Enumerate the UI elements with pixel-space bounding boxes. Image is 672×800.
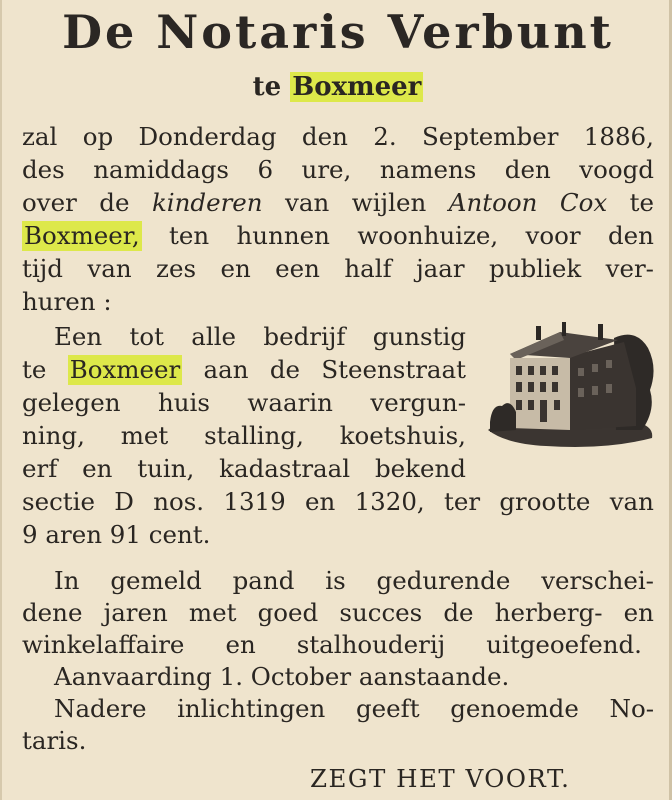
word: stalling,: [204, 421, 304, 450]
word: op: [82, 122, 114, 151]
body-line: [54, 322, 466, 352]
word: en: [305, 487, 336, 516]
word: publiek: [489, 254, 582, 283]
word: zal: [22, 122, 58, 151]
subheadline: [2, 70, 672, 104]
word: en: [82, 454, 113, 483]
body-line: [54, 694, 654, 724]
word: In: [54, 566, 80, 595]
word: 6: [257, 155, 274, 184]
house-illustration: [486, 318, 656, 454]
word: met: [120, 421, 169, 450]
word: tijd: [22, 254, 63, 283]
word: pand: [232, 566, 295, 595]
word: voogd: [579, 155, 654, 184]
word: 9 aren 91 cent.: [22, 520, 211, 549]
word: goed: [257, 598, 319, 627]
word: 1886,: [583, 122, 654, 151]
body-line: [22, 155, 654, 185]
body-line: [22, 355, 466, 385]
body-line: [54, 566, 654, 596]
body-line: [22, 221, 654, 251]
word: Een: [54, 322, 103, 351]
word: te: [22, 355, 47, 384]
word: huis: [157, 388, 210, 417]
word: een: [275, 254, 320, 283]
word: de: [99, 188, 130, 217]
word: bedrijf: [263, 322, 346, 351]
word: succes: [339, 598, 423, 627]
word: ter: [444, 487, 481, 516]
word: bekend: [374, 454, 466, 483]
word: 1319: [223, 487, 286, 516]
word: ning,: [22, 421, 85, 450]
word: den: [301, 122, 348, 151]
word: grootte: [499, 487, 591, 516]
body-line: [22, 598, 654, 628]
word: namens: [379, 155, 477, 184]
body-line: [22, 520, 654, 550]
word: gunstig: [372, 322, 466, 351]
word: dene: [22, 598, 83, 627]
word: genoemde: [450, 694, 579, 723]
place-highlight: Boxmeer: [69, 355, 181, 384]
word: huren :: [22, 287, 112, 316]
word: stalhouderij: [296, 630, 446, 659]
word: zes: [156, 254, 197, 283]
word: ten: [169, 221, 210, 250]
subheadline-prefix: te: [252, 72, 282, 102]
word: van: [87, 254, 132, 283]
word: ure,: [301, 155, 352, 184]
word: taris.: [22, 726, 87, 755]
word: den: [608, 221, 654, 250]
word: en: [220, 254, 251, 283]
word: winkelaffaire: [22, 630, 185, 659]
word: en: [623, 598, 654, 627]
word: half: [344, 254, 392, 283]
word: gedurende: [376, 566, 511, 595]
word: inlichtingen: [177, 694, 326, 723]
word: jaren: [103, 598, 168, 627]
body-line: [22, 122, 654, 152]
word: herberg-: [494, 598, 603, 627]
closing-text: ZEGT HET VOORT.: [310, 764, 571, 793]
word: van: [285, 188, 330, 217]
word: Nadere: [54, 694, 147, 723]
word: 2.: [373, 122, 397, 151]
word: des: [22, 155, 65, 184]
word: woonhuize,: [357, 221, 499, 250]
word: jaar: [416, 254, 465, 283]
word: over: [22, 188, 77, 217]
word: Steenstraat: [321, 355, 466, 384]
closing-line: [310, 764, 650, 794]
word: uitgeoefend.: [486, 630, 642, 659]
word: nos.: [153, 487, 205, 516]
word: tuin,: [137, 454, 195, 483]
word: alle: [191, 322, 237, 351]
word-italic: kinderen: [151, 188, 263, 217]
word: is: [325, 566, 346, 595]
word: kadastraal: [219, 454, 351, 483]
word: Donderdag: [138, 122, 277, 151]
word: namiddags: [93, 155, 229, 184]
word: van: [609, 487, 654, 516]
word: gemeld: [110, 566, 202, 595]
word: vergun-: [370, 388, 466, 417]
word: D: [114, 487, 134, 516]
body-line: [22, 287, 654, 317]
word: geeft: [355, 694, 420, 723]
word: waarin: [247, 388, 333, 417]
word: en: [225, 630, 256, 659]
body-line: [22, 421, 466, 451]
body-line: [54, 662, 654, 692]
word: te: [629, 188, 654, 217]
word: voor: [525, 221, 581, 250]
word: wijlen: [351, 188, 427, 217]
word: hunnen: [236, 221, 330, 250]
word: verschei-: [541, 566, 654, 595]
word: Aanvaarding 1. October aanstaande.: [54, 662, 510, 691]
body-line: [22, 630, 642, 660]
word: tot: [129, 322, 164, 351]
word: September: [422, 122, 559, 151]
body-line: [22, 254, 654, 284]
word: sectie: [22, 487, 95, 516]
word: gelegen: [22, 388, 121, 417]
word: 1320,: [354, 487, 425, 516]
body-line: [22, 188, 654, 218]
body-line: [22, 388, 466, 418]
word: den: [504, 155, 551, 184]
word: aan: [203, 355, 249, 384]
place-highlight: Boxmeer,: [24, 221, 140, 250]
word-italic: Antoon: [448, 188, 538, 217]
word: koetshuis,: [339, 421, 466, 450]
headline: De Notaris Verbunt: [62, 5, 614, 59]
word-italic: Cox: [559, 188, 608, 217]
body-line: [22, 454, 466, 484]
body-line: [22, 726, 654, 756]
word: de: [443, 598, 474, 627]
word: ver-: [605, 254, 654, 283]
word: No-: [609, 694, 654, 723]
word: de: [269, 355, 301, 384]
word: erf: [22, 454, 58, 483]
place-highlight: Boxmeer: [292, 72, 422, 102]
body-line: [22, 487, 654, 517]
word: met: [188, 598, 237, 627]
